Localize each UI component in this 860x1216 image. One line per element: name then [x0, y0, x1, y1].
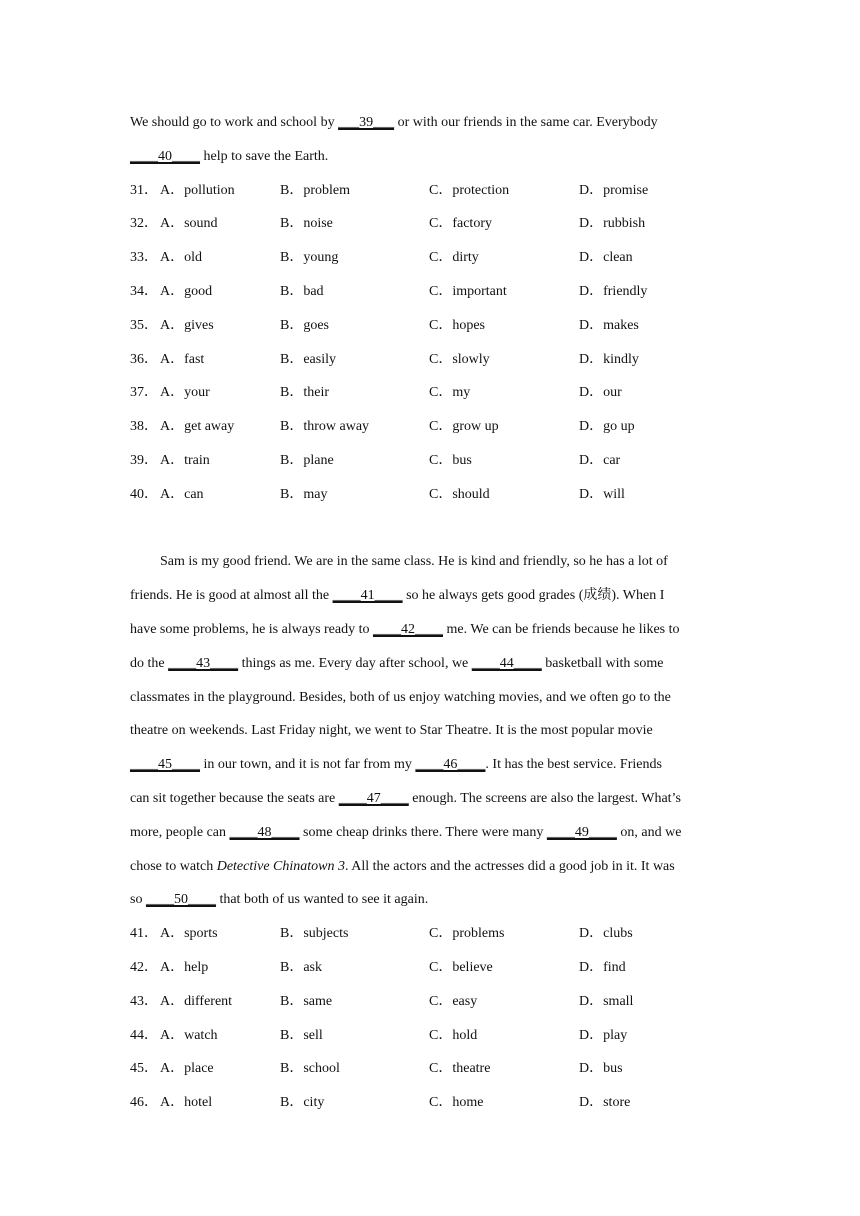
option-b: B．their [280, 385, 329, 401]
option-d: D．our [579, 385, 622, 401]
option-a: A．your [160, 385, 210, 401]
question-row [130, 444, 730, 478]
passage-text: in our town, and it is not far from my [200, 757, 416, 773]
question-row [130, 309, 730, 343]
option-b: B．throw away [280, 419, 370, 435]
passage-text: . All the actors and the actresses did a good job in it. It was [345, 858, 675, 874]
question-number: 37． [130, 385, 158, 401]
passage-text: me. We can be friends because he likes to [443, 621, 680, 637]
exam-page [130, 106, 730, 1120]
passage-line [130, 140, 730, 174]
passage-text: classmates in the playground. Besides, both of us enjoy watching movies, and we often go to the [130, 689, 671, 705]
movie-title: Detective Chinatown 3 [216, 858, 346, 874]
blank-47: ____47____ [338, 790, 409, 806]
option-a: A．fast [160, 351, 205, 367]
question-number: 31． [130, 182, 158, 198]
section-gap [130, 512, 730, 546]
question-number: 34． [130, 283, 158, 299]
option-b: B．noise [280, 216, 333, 232]
passage-text: so he always gets good grades (成绩). When I [402, 588, 665, 604]
option-a: A．different [160, 993, 233, 1009]
option-a: A．train [160, 452, 210, 468]
option-c: C．bus [429, 452, 472, 468]
passage-text: theatre on weekends. Last Friday night, we went to Star Theatre. It is the most popular movie [130, 723, 653, 739]
option-b: B．may [280, 486, 328, 502]
blank-44: ____44____ [471, 655, 542, 671]
option-d: D．clubs [579, 926, 633, 942]
option-c: C．my [429, 385, 471, 401]
passage-line [130, 613, 730, 647]
passage-text: We should go to work and school by [130, 115, 339, 130]
option-c: C．protection [429, 182, 510, 198]
passage-text: friends. He is good at almost all the [130, 588, 333, 604]
passage-line [130, 681, 730, 715]
question-list-41-46 [130, 917, 730, 1120]
passage-text: more, people can [130, 824, 230, 840]
question-row [130, 1086, 730, 1120]
question-row [130, 1019, 730, 1053]
question-number: 40． [130, 486, 158, 502]
option-a: A．good [160, 283, 213, 299]
question-number: 36． [130, 351, 158, 367]
option-c: C．important [429, 283, 507, 299]
passage-line [130, 647, 730, 681]
option-c: C．believe [429, 959, 493, 975]
passage-text: or with our friends in the same car. Everybody [394, 115, 658, 130]
option-d: D．clean [579, 250, 633, 266]
blank-42: ____42____ [373, 621, 443, 637]
question-row [130, 917, 730, 951]
option-d: D．small [579, 993, 634, 1009]
question-row [130, 343, 730, 377]
passage-1-tail [130, 106, 730, 174]
option-a: A．help [160, 959, 209, 975]
question-row [130, 207, 730, 241]
passage-line [130, 816, 730, 850]
option-a: A．can [160, 486, 204, 502]
option-a: A．watch [160, 1027, 218, 1043]
blank-45: ____45____ [130, 757, 200, 773]
question-number: 38． [130, 419, 158, 435]
option-a: A．hotel [160, 1095, 213, 1111]
option-d: D．kindly [579, 351, 639, 367]
option-c: C．problems [429, 926, 505, 942]
option-c: C．factory [429, 216, 492, 232]
question-row [130, 478, 730, 512]
passage-line [130, 579, 730, 613]
passage-2 [130, 545, 730, 917]
question-row [130, 951, 730, 985]
option-c: C．hopes [429, 317, 485, 333]
question-row [130, 275, 730, 309]
passage-text: so [130, 892, 146, 908]
option-b: B．same [280, 993, 333, 1009]
passage-text: have some problems, he is always ready to [130, 621, 373, 637]
passage-line [130, 883, 730, 917]
passage-text: Sam is my good friend. We are in the same class. He is kind and friendly, so he has a lot of [160, 554, 668, 570]
passage-line [130, 748, 730, 782]
option-a: A．pollution [160, 182, 235, 198]
passage-text: things as me. Every day after school, we [238, 655, 472, 671]
option-d: D．promise [579, 182, 649, 198]
option-a: A．sports [160, 926, 218, 942]
question-row [130, 985, 730, 1019]
question-number: 35． [130, 317, 158, 333]
passage-text: do the [130, 655, 169, 671]
option-d: D．play [579, 1027, 628, 1043]
question-number: 46． [130, 1095, 158, 1111]
option-c: C．easy [429, 993, 478, 1009]
blank-48: ____48____ [229, 824, 300, 840]
option-b: B．plane [280, 452, 334, 468]
question-row [130, 376, 730, 410]
passage-text: some cheap drinks there. There were many [299, 824, 547, 840]
option-b: B．young [280, 250, 339, 266]
passage-text: enough. The screens are also the largest. What’s [408, 790, 681, 806]
question-number: 32． [130, 216, 158, 232]
blank-43: ____43____ [168, 655, 239, 671]
option-a: A．gives [160, 317, 214, 333]
option-a: A．sound [160, 216, 218, 232]
passage-line [130, 714, 730, 748]
blank-46: ____46____ [415, 757, 486, 773]
option-c: C．dirty [429, 250, 479, 266]
question-number: 43． [130, 993, 158, 1009]
option-b: B．city [280, 1095, 325, 1111]
question-row [130, 1052, 730, 1086]
option-c: C．home [429, 1095, 484, 1111]
blank-39: ___39___ [338, 115, 395, 130]
option-a: A．old [160, 250, 202, 266]
option-c: C．theatre [429, 1061, 491, 1077]
question-number: 33． [130, 250, 158, 266]
blank-41: ____41____ [332, 588, 403, 604]
passage-line [130, 545, 730, 579]
passage-text: help to save the Earth. [200, 148, 329, 164]
passage-line [130, 106, 730, 140]
question-number: 44． [130, 1027, 158, 1043]
blank-50: ____50____ [145, 892, 216, 908]
option-b: B．subjects [280, 926, 349, 942]
option-d: D．bus [579, 1061, 623, 1077]
passage-text: . It has the best service. Friends [485, 757, 662, 773]
option-d: D．go up [579, 419, 635, 435]
option-a: A．place [160, 1061, 214, 1077]
question-number: 42． [130, 959, 158, 975]
passage-text: can sit together because the seats are [130, 790, 339, 806]
question-row [130, 410, 730, 444]
option-a: A．get away [160, 419, 235, 435]
option-b: B．problem [280, 182, 350, 198]
option-b: B．school [280, 1061, 340, 1077]
option-d: D．makes [579, 317, 639, 333]
option-d: D．friendly [579, 283, 648, 299]
question-number: 39． [130, 452, 158, 468]
option-c: C．slowly [429, 351, 490, 367]
option-d: D．will [579, 486, 625, 502]
passage-text: chose to watch [130, 858, 217, 874]
option-d: D．find [579, 959, 626, 975]
question-number: 41． [130, 926, 158, 942]
option-d: D．rubbish [579, 216, 646, 232]
blank-40: ____40____ [130, 148, 200, 164]
question-row [130, 241, 730, 275]
option-b: B．ask [280, 959, 322, 975]
question-row [130, 174, 730, 208]
option-d: D．car [579, 452, 621, 468]
passage-text: on, and we [616, 824, 682, 840]
option-b: B．bad [280, 283, 324, 299]
option-b: B．easily [280, 351, 336, 367]
question-list-31-40 [130, 174, 730, 512]
passage-line [130, 850, 730, 884]
option-d: D．store [579, 1095, 631, 1111]
passage-text: that both of us wanted to see it again. [215, 892, 429, 908]
passage-line [130, 782, 730, 816]
option-b: B．goes [280, 317, 329, 333]
passage-text: basketball with some [541, 655, 664, 671]
option-c: C．should [429, 486, 490, 502]
option-b: B．sell [280, 1027, 323, 1043]
option-c: C．hold [429, 1027, 478, 1043]
blank-49: ____49____ [546, 824, 617, 840]
question-number: 45． [130, 1061, 158, 1077]
option-c: C．grow up [429, 419, 499, 435]
